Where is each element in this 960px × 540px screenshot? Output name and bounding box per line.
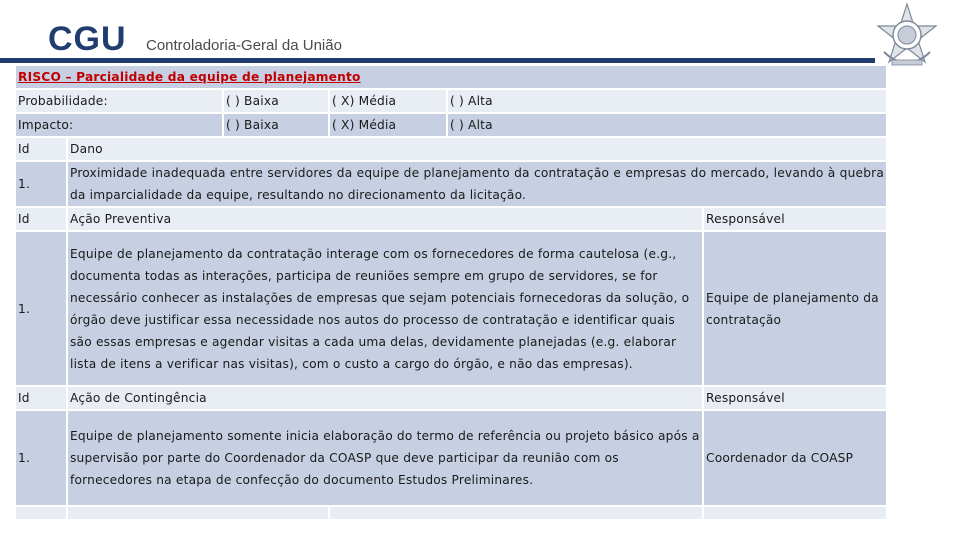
preventiva-row <box>15 231 887 386</box>
preventiva-header: Ação Preventiva <box>67 207 703 231</box>
impacto-alta: ( ) Alta <box>447 113 887 137</box>
probabilidade-media: ( X) Média <box>329 89 447 113</box>
empty-cell <box>15 506 67 520</box>
preventiva-resp-header: Responsável <box>703 207 887 231</box>
contingencia-id-header: Id <box>15 386 67 410</box>
contingencia-text: Equipe de planejamento somente inicia elaboração do termo de referência ou projeto básico após a supervisão por parte do Coordenador da COASP que deve participar da reunião com os fornecedores na etapa de confecção do documento Estudos Preliminares. <box>67 410 703 506</box>
dano-id: 1. <box>15 161 67 207</box>
empty-cell <box>67 506 329 520</box>
dano-header: Dano <box>67 137 887 161</box>
header-bar <box>0 58 875 63</box>
dano-header-row <box>15 137 887 161</box>
preventiva-id-header: Id <box>15 207 67 231</box>
risk-table <box>14 64 888 521</box>
probabilidade-alta: ( ) Alta <box>447 89 887 113</box>
probabilidade-baixa: ( ) Baixa <box>223 89 329 113</box>
contingencia-resp: Coordenador da COASP <box>703 410 887 506</box>
contingencia-header-row <box>15 386 887 410</box>
preventiva-header-row <box>15 207 887 231</box>
impacto-baixa: ( ) Baixa <box>223 113 329 137</box>
dano-row <box>15 161 887 207</box>
empty-row <box>15 506 887 520</box>
impacto-media: ( X) Média <box>329 113 447 137</box>
preventiva-id: 1. <box>15 231 67 386</box>
empty-cell <box>329 506 703 520</box>
contingencia-id: 1. <box>15 410 67 506</box>
contingencia-row <box>15 410 887 506</box>
contingencia-header: Ação de Contingência <box>67 386 703 410</box>
risk-title: RISCO – Parcialidade da equipe de planejamento <box>15 65 887 89</box>
empty-cell <box>703 506 887 520</box>
risk-title-row <box>15 65 887 89</box>
dano-text: Proximidade inadequada entre servidores da equipe de planejamento da contratação e empresas do mercado, levando à quebra da imparcialidade da equipe, resultando no direcionamento da licitação. <box>67 161 887 207</box>
slide-header <box>0 0 960 62</box>
org-name: Controladoria-Geral da União <box>146 37 342 54</box>
preventiva-text: Equipe de planejamento da contratação interage com os fornecedores de forma cautelosa (e.g., documenta todas as interações, participa de reuniões sempre em grupo de servidores, se for necessário conhecer as instalações de empresas que sejam potenciais fornecedoras da solução, o órgão deve justificar essa necessidade nos autos do processo de contratação e identificar quais são essas empresas e agendar visitas a cada uma delas, devidamente planejadas (e.g. elaborar lista de itens a verificar nas visitas), com o custo a cargo do órgão, e não das empresas). <box>67 231 703 386</box>
contingencia-resp-header: Responsável <box>703 386 887 410</box>
brazil-coat-of-arms-icon <box>872 2 942 72</box>
probabilidade-row <box>15 89 887 113</box>
cgu-logo: CGU <box>48 20 127 58</box>
impacto-row <box>15 113 887 137</box>
probabilidade-label: Probabilidade: <box>15 89 223 113</box>
impacto-label: Impacto: <box>15 113 223 137</box>
dano-id-header: Id <box>15 137 67 161</box>
preventiva-resp: Equipe de planejamento da contratação <box>703 231 887 386</box>
